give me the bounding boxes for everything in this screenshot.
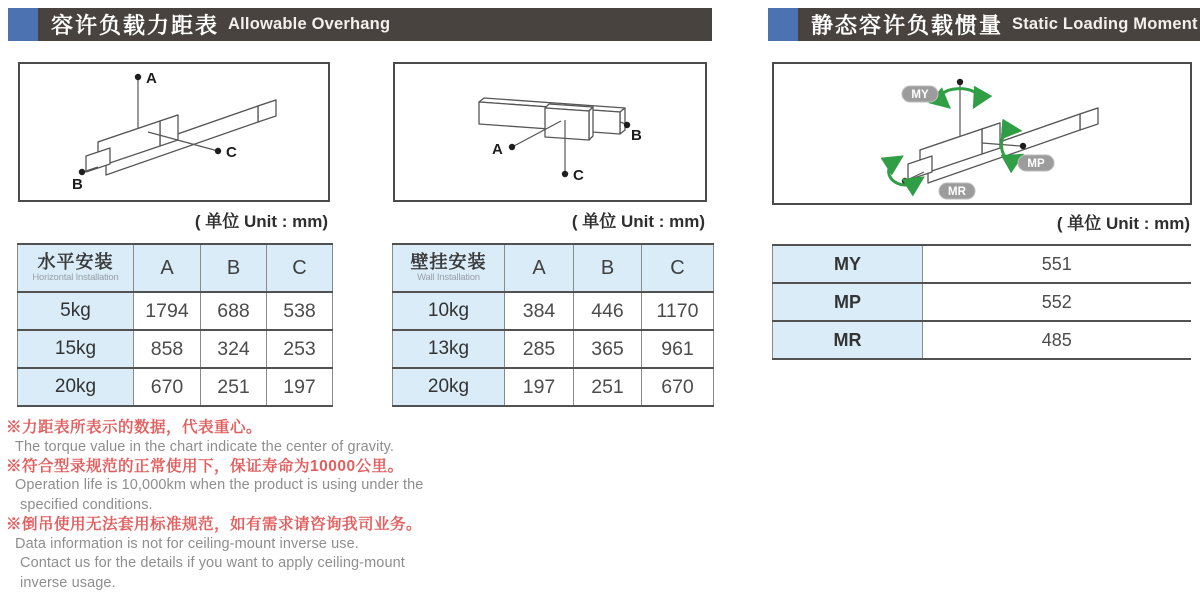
- table-title-zh: 壁挂安装: [410, 252, 487, 272]
- value-cell: 365: [574, 330, 642, 368]
- unit-label: ( 单位 Unit : mm): [194, 212, 328, 231]
- diagram-static-loading-moment: [772, 62, 1192, 205]
- table-row: [18, 292, 333, 330]
- table-row: [773, 245, 1191, 283]
- footnote-en: Data information is not for ceiling-mount inverse use.: [15, 535, 359, 552]
- table-header-row: [18, 244, 333, 292]
- value-cell: 251: [201, 368, 267, 406]
- point-c-marker: [215, 148, 221, 154]
- point-b-label: B: [72, 176, 83, 193]
- table-title-en: Horizontal Installation: [32, 272, 119, 283]
- load-cell: 20kg: [18, 368, 134, 406]
- value-cell: 858: [134, 330, 201, 368]
- value-cell: 670: [134, 368, 201, 406]
- footnote-en: The torque value in the chart indicate the center of gravity.: [15, 438, 395, 455]
- mp-axis-marker: [1020, 143, 1026, 149]
- value-cell: 253: [267, 330, 333, 368]
- diagram-wall-installation: [393, 62, 707, 202]
- value-cell: 961: [642, 330, 714, 368]
- table-header-title-cell: [18, 244, 134, 292]
- footnote-en: specified conditions.: [20, 496, 153, 513]
- table-row: [18, 368, 333, 406]
- value-cell: 285: [505, 330, 574, 368]
- value-cell: 446: [574, 292, 642, 330]
- header-bar: [38, 8, 712, 41]
- horizontal-installation-drawing: [20, 64, 328, 200]
- footnote-zh: ※符合型录规范的正常使用下，保证寿命为10000公里。: [6, 457, 404, 475]
- table-row: [393, 292, 714, 330]
- rail-end-face: [258, 100, 276, 122]
- table-row: [18, 330, 333, 368]
- section-title-zh: 容许负载力距表: [51, 13, 220, 38]
- value-cell: 1170: [642, 292, 714, 330]
- value-cell: 538: [267, 292, 333, 330]
- mp-badge-label: MP: [1027, 158, 1045, 170]
- moment-label-cell: MP: [773, 283, 923, 321]
- table-title-zh: 水平安装: [37, 252, 114, 272]
- carriage-front-face: [545, 108, 589, 140]
- carriage-end-face: [982, 123, 1000, 154]
- value-cell: 670: [642, 368, 714, 406]
- table-header-title-cell: [393, 244, 505, 292]
- header-accent-block: [8, 8, 38, 41]
- unit-label: ( 单位 Unit : mm): [571, 212, 705, 231]
- mr-badge-label: MR: [948, 186, 966, 198]
- diagram-horizontal-installation: [18, 62, 330, 202]
- wall-installation-drawing: [395, 64, 705, 200]
- value-cell: 324: [201, 330, 267, 368]
- section-header-static-loading-moment: [768, 8, 1200, 41]
- header-bar: [798, 8, 1200, 41]
- point-a-label: A: [492, 141, 503, 158]
- point-c-marker: [562, 171, 568, 177]
- moment-label-cell: MY: [773, 245, 923, 283]
- table-title-en: Wall Installation: [417, 272, 480, 283]
- horizontal-installation-table: [17, 243, 333, 407]
- unit-label: ( 单位 Unit : mm): [1056, 214, 1190, 233]
- my-axis-marker: [957, 79, 963, 85]
- point-c-label: C: [573, 167, 584, 184]
- table-row: [773, 321, 1191, 359]
- rail-end-face: [1080, 108, 1098, 130]
- value-cell: 197: [267, 368, 333, 406]
- column-header-c: C: [642, 244, 714, 292]
- load-cell: 5kg: [18, 292, 134, 330]
- point-b-marker: [79, 169, 85, 175]
- table-header-row: [393, 244, 714, 292]
- load-cell: 15kg: [18, 330, 134, 368]
- load-cell: 10kg: [393, 292, 505, 330]
- footnote-en: inverse usage.: [20, 574, 116, 591]
- column-header-c: C: [267, 244, 333, 292]
- section-title-en: Allowable Overhang: [228, 15, 391, 33]
- column-header-a: A: [134, 244, 201, 292]
- section-title-en: Static Loading Moment: [1012, 15, 1198, 33]
- moment-value-cell: 485: [923, 321, 1191, 359]
- mr-axis-marker: [902, 178, 908, 184]
- point-b-label: B: [631, 127, 642, 144]
- table-row: [773, 283, 1191, 321]
- value-cell: 688: [201, 292, 267, 330]
- table-row: [393, 330, 714, 368]
- moment-value-cell: 551: [923, 245, 1191, 283]
- point-a-label: A: [146, 70, 157, 87]
- point-b-marker: [624, 122, 630, 128]
- static-moment-drawing: [774, 64, 1190, 203]
- footnote-en: Contact us for the details if you want to apply ceiling-mount: [20, 555, 405, 572]
- static-moment-table: [772, 244, 1191, 360]
- section-header-allowable-overhang: [8, 8, 712, 41]
- value-cell: 251: [574, 368, 642, 406]
- column-header-b: B: [201, 244, 267, 292]
- value-cell: 1794: [134, 292, 201, 330]
- wall-installation-table: [392, 243, 714, 407]
- header-accent-block: [768, 8, 798, 41]
- column-header-a: A: [505, 244, 574, 292]
- value-cell: 197: [505, 368, 574, 406]
- my-badge-label: MY: [911, 89, 929, 101]
- table-row: [393, 368, 714, 406]
- carriage-end-face: [160, 115, 178, 146]
- footnotes: [6, 418, 486, 593]
- value-cell: 384: [505, 292, 574, 330]
- point-a-marker: [509, 144, 515, 150]
- load-cell: 13kg: [393, 330, 505, 368]
- footnote-en: Operation life is 10,000km when the product is using under the: [15, 477, 424, 494]
- moment-value-cell: 552: [923, 283, 1191, 321]
- footnote-zh: ※力距表所表示的数据，代表重心。: [6, 419, 263, 436]
- load-cell: 20kg: [393, 368, 505, 406]
- column-header-b: B: [574, 244, 642, 292]
- point-c-label: C: [226, 144, 237, 161]
- rail-end-face: [620, 108, 625, 134]
- point-a-marker: [135, 74, 141, 80]
- footnote-zh: ※倒吊使用无法套用标准规范，如有需求请咨询我司业务。: [6, 516, 423, 534]
- moment-label-cell: MR: [773, 321, 923, 359]
- section-title-zh: 静态容许负载惯量: [811, 13, 1004, 38]
